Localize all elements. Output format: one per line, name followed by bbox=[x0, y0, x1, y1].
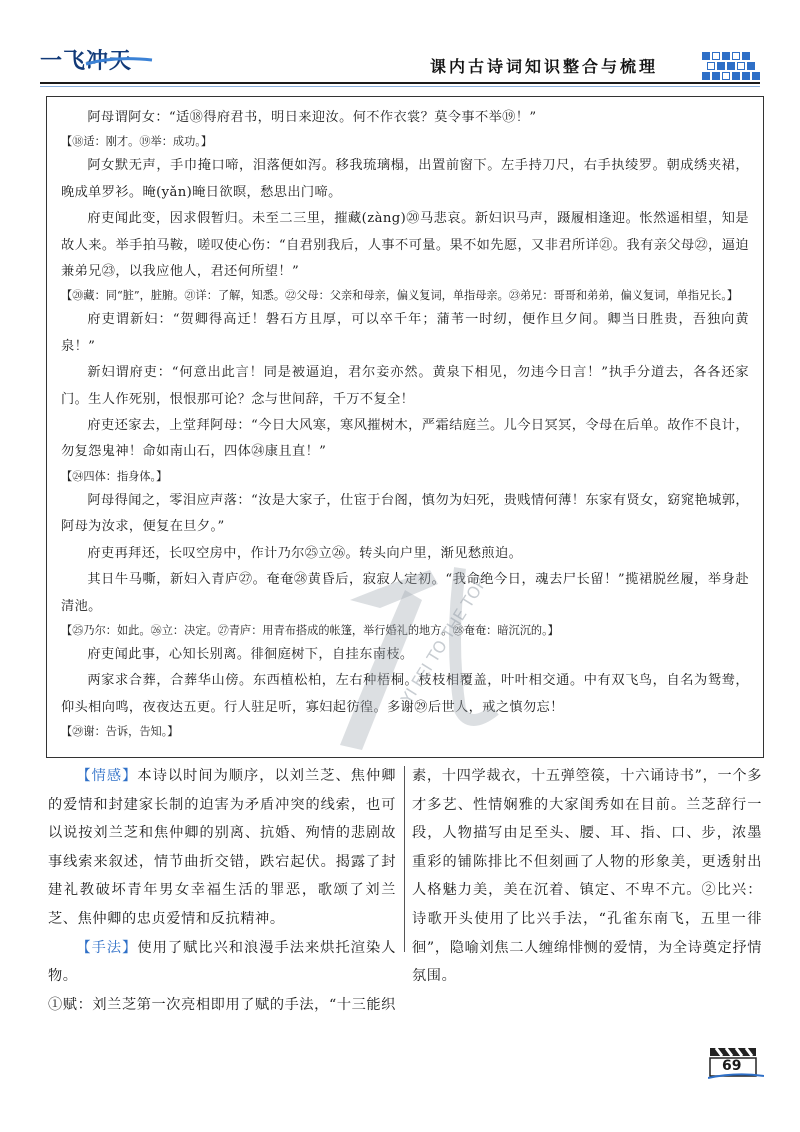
method-paragraph bbox=[48, 934, 396, 991]
passage-note: 【⑱适：刚才。⑲举：成功。】 bbox=[61, 135, 213, 149]
brand-logo: 一飞冲天 bbox=[40, 49, 133, 74]
passage-note: 【㉔四体：指身体。】 bbox=[61, 469, 168, 483]
passage-paragraph: 府吏闻此变，因求假暂归。未至二三里，摧藏(zàng)⑳马悲哀。新妇识马声，蹑履相逢迎。怅然遥相望，知是故人来。举手拍马鞍，嗟叹使心伤：“自君别我后，人事不可量。果不如先愿，又非君所详㉑。我有亲父母㉒，逼迫兼弟兄㉓，以我应他人，君还何所望！” bbox=[61, 211, 749, 280]
analysis-right-column bbox=[412, 762, 762, 991]
column-divider bbox=[404, 766, 405, 952]
passage-paragraph: 府吏还家去，上堂拜阿母：“今日大风寒，寒风摧树木，严霜结庭兰。儿今日冥冥，令母在后单。故作不良计，勿复怨鬼神！命如南山石，四体㉔康且直！” bbox=[61, 418, 749, 460]
swoosh-icon bbox=[84, 54, 154, 68]
series-title: 课内古诗词知识整合与梳理 bbox=[430, 57, 659, 76]
page-number: 69 bbox=[722, 1058, 742, 1074]
checker-decoration-icon bbox=[702, 48, 760, 82]
header-rule bbox=[40, 82, 760, 84]
passage-paragraph: 府吏闻此事，心知长别离。徘徊庭树下，自挂东南枝。 bbox=[87, 646, 414, 662]
emotion-tag: 【情感】 bbox=[76, 768, 138, 784]
poem-passage-box bbox=[46, 96, 764, 758]
passage-paragraph: 两家求合葬，合葬华山傍。东西植松柏，左右种梧桐。枝枝相覆盖，叶叶相交通。中有双飞鸟，自名为鸳鸯，仰头相向鸣，夜夜达五更。行人驻足听，寡妇起彷徨。多谢㉙后世人，戒之慎勿忘！ bbox=[61, 673, 749, 715]
emotion-text: 本诗以时间为顺序，以刘兰芝、焦仲卿的爱情和封建家长制的迫害为矛盾冲突的线索，也可以说按刘兰芝和焦仲卿的别离、抗婚、殉情的悲剧故事线索来叙述，情节曲折交错，跌宕起伏。揭露了封建礼教破坏青年男女幸福生活的罪恶，歌颂了刘兰芝、焦仲卿的忠贞爱情和反抗精神。 bbox=[48, 768, 396, 927]
method-continuation: 素，十四学裁衣，十五弹箜篌，十六诵诗书”，一个多才多艺、性情娴雅的大家闺秀如在目前。兰芝辞行一段，人物描写由足至头、腰、耳、指、口、步，浓墨重彩的铺陈排比不但刻画了人物的形象美，更透射出人格魅力美，美在沉着、镇定、不卑不亢。②比兴：诗歌开头使用了比兴手法，“孔雀东南飞，五里一徘徊”，隐喻刘焦二人缠绵悱恻的爱情，为全诗奠定抒情氛围。 bbox=[412, 768, 762, 985]
method-text: 使用了赋比兴和浪漫手法来烘托渲染人物。 bbox=[48, 939, 396, 985]
method-paragraph-2: ①赋：刘兰芝第一次亮相即用了赋的手法，“十三能织 bbox=[48, 996, 396, 1013]
page-header bbox=[0, 0, 800, 96]
method-tag: 【手法】 bbox=[76, 939, 138, 956]
passage-paragraph: 新妇谓府吏：“何意出此言！同是被逼迫，君尔妾亦然。黄泉下相见，勿违今日言！”执手分道去，各各还家门。生人作死别，恨恨那可论？念与世间辞，千万不复全！ bbox=[61, 365, 749, 407]
passage-paragraph: 府吏谓新妇：“贺卿得高迁！磐石方且厚，可以卒千年；蒲苇一时纫，便作旦夕间。卿当日胜贵，吾独向黄泉！” bbox=[61, 312, 749, 354]
passage-paragraph: 府吏再拜还，长叹空房中，作计乃尔㉕立㉖。转头向户里，渐见愁煎迫。 bbox=[87, 545, 523, 561]
passage-paragraph: 阿母得闻之，零泪应声落：“汝是大家子，仕宦于台阁，慎勿为妇死，贵贱情何薄！东家有贤女，窈窕艳城郭，阿母为汝求，便复在旦夕。” bbox=[61, 492, 749, 535]
passage-paragraph: 其日牛马嘶，新妇入青庐㉗。奄奄㉘黄昏后，寂寂人定初。“我命绝今日，魂去尸长留！”揽裙脱丝履，举身赴清池。 bbox=[61, 572, 749, 614]
watermark-text: YI FEI TO THE TOP bbox=[397, 573, 491, 708]
passage-note: 【㉙谢：告诉，告知。】 bbox=[61, 725, 179, 739]
header-rule-accent bbox=[40, 86, 760, 87]
passage-note: 【㉕乃尔：如此。㉖立：决定。㉗青庐：用青布搭成的帐篷，举行婚礼的地方。㉘奄奄：暗沉沉的。】 bbox=[61, 623, 559, 637]
passage-note: 【⑳藏：同“脏”，脏腑。㉑详：了解，知悉。㉒父母：父亲和母亲，偏义复词，单指母亲。㉓弟兄：哥哥和弟弟，偏义复词，单指兄长。】 bbox=[61, 289, 739, 303]
passage-paragraph: 阿母谓阿女：“适⑱得府君书，明日来迎汝。何不作衣裳？莫令事不举⑲！” bbox=[87, 110, 537, 125]
passage-paragraph: 阿女默无声，手巾掩口啼，泪落便如泻。移我琉璃榻，出置前窗下。左手持刀尺，右手执绫罗。朝成绣夹裙，晚成单罗衫。晻(yǎn)晻日欲暝，愁思出门啼。 bbox=[61, 158, 749, 200]
analysis-left-column bbox=[48, 762, 396, 1019]
emotion-paragraph bbox=[48, 762, 396, 934]
